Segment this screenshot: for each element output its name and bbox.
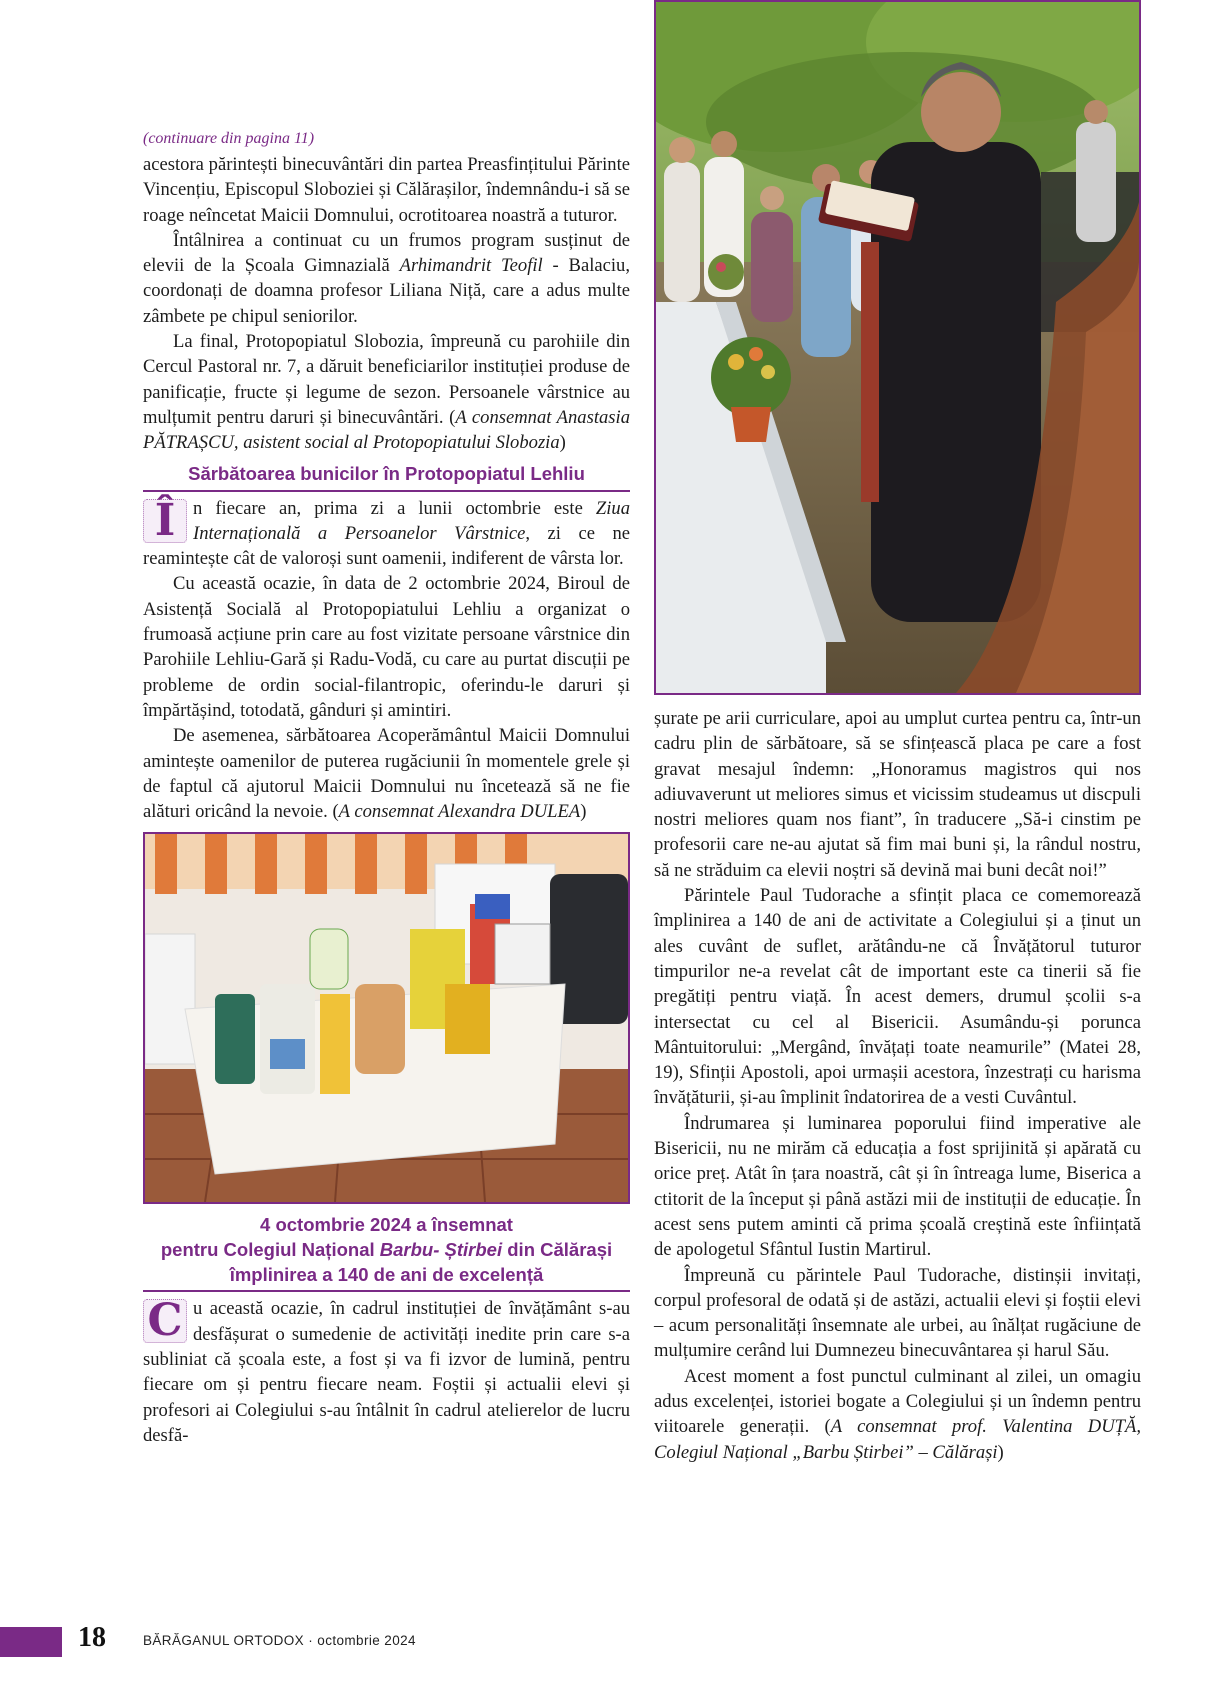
heading-line: 4 octombrie 2024 a însemnat [260,1214,513,1236]
footer-accent-bar [0,1627,62,1657]
paragraph-text: , zi ce ne reamintește cât de valoroși sunt oamenii, indiferent de vârsta lor. [143,522,630,570]
paragraph-text: De asemenea, sărbătoarea Acoperământul Maicii Domnului amintește oamenilor de puterea rugăciunii în momentele grele și de faptul că ajutorul Maicii Domnului nu încetează să ne fie alături oricând la nevoie. ( [143,725,630,823]
heading-line: pentru Colegiul Național [160,1239,380,1261]
author-credit: A consemnat prof. Valentina DUȚĂ, Colegiul Național „Barbu Știrbei” – Călărași [654,1416,1141,1463]
paragraph [143,1296,630,1448]
author-credit: A consemnat Alexandra DULEA [338,801,581,823]
paragraph: șurate pe arii curriculare, apoi au umplut curtea pentru ca, într-un cadru plin de sărbătoare, să se sfințească placa pe care a fost gravat mesajul îndemn: „Honoramus magistros qui nos adiuvaverunt ut meliores simus et vicissim studeamus ut discpuli nostri meliores quam nos fiant”, în traducere „Să-i cinstim pe profesorii care ne-au ajutat să fim mai buni și, la rândul nostru, să ne străduim ca elevii noștri să devină mai buni decât noi!” [654,708,1141,881]
photo-donations-table-image [145,834,628,1202]
drop-cap: C [143,1299,187,1343]
paragraph: Îndrumarea și luminarea poporului fiind imperative ale Bisericii, nu ne mirăm că educația a fost sprijinită și apărată cu orice preț. Atât în țara noastră, cât și în întreaga lume, Biserica a ctitorit de la început și până astăzi mii de instituții de educație. În acest sens putem aminti că prima școală creștină este înființată de apologetul Sfântul Iustin Martirul. [654,1112,1141,1261]
photo-donations-table [143,832,630,1204]
paragraph-text: u această ocazie, în cadrul instituției de învățământ s-au desfășurat o sumedenie de activități inedite prin care s-a subliniat că școala este, a fost și va fi izvor de lumină, pentru fiecare om și pentru fiecare neam. Foștii și actualii elevi și profesori ai Colegiului s-au întâlnit în cadrul atelierelor de lucru desfă- [143,1298,630,1446]
paragraph [143,228,630,329]
paragraph [143,496,630,572]
school-name: Arhimandrit Teofil [399,255,543,277]
continuation-note: (continuare din pagina 11) [143,130,315,147]
event-name: Ziua Internațională a Persoanelor Vârstnice [193,497,630,544]
heading-line: din Călărași [502,1239,613,1261]
heading-line: Barbu- Știrbei [379,1239,503,1261]
paragraph: acestora părintești binecuvântări din partea Preasfințitului Părinte Vincențiu, Episcopul Sloboziei și Călărașilor, îndemnându-i să se roage neîncetat Maicii Domnului, ocrotitoarea noastră a tuturor. [143,154,630,226]
paragraph: Împreună cu părintele Paul Tudorache, distinșii invitați, corpul profesoral de odată și de astăzi, actualii elevi și foștii elevi – acum personalități însemnate ale urbei, au înălțat rugăciune de mulțumire cerând lui Dumnezeu binecuvântarea și harul Său. [654,1264,1141,1362]
paragraph [143,329,630,455]
paragraph-text: n fiecare an, prima zi a lunii octombrie este [193,497,596,519]
paragraph: Părintele Paul Tudorache a sfințit placa ce comemorează împlinirea a 140 de ani de activitate a Colegiului și a ținut un ales cuvânt de suflet, arătându-ne că Învățătorul tuturor timpurilor ne-a revelat cât de important este ca tinerii să fie pregătiți pentru viață. În acest demers, drumul școlii s-a intersectat cu cel al Bisericii. Asumându-și porunca Mântuitorului: „Mergând, învățați toate neamurile” (Matei 28, 19), Sfinții Apostoli, apoi urmașii acestora, înzestrați cu harisma învățăturii, și-au împlinit îndatorirea de a vesti Cuvântul. [654,885,1141,1109]
paragraph-text: Acest moment a fost punctul culminant al zilei, un omagiu adus excelenței, istoriei bogate a Colegiului și un îndemn pentru viitoarele generații. ( [654,1365,1141,1438]
publication-footer: BĂRĂGANUL ORTODOX · octombrie 2024 [143,1633,416,1648]
page-number: 18 [78,1622,106,1653]
paragraph-text: ) [559,432,566,454]
heading-line: împlinirea a 140 de ani de excelență [229,1264,544,1286]
left-column [143,128,630,1448]
paragraph [654,1364,1141,1465]
paragraph-text: ) [997,1441,1004,1463]
author-credit: A consemnat Anastasia PĂTRAȘCU, asistent social al Protopopiatului Slobozia [143,406,630,454]
drop-cap: Î [143,499,187,543]
paragraph [143,723,630,824]
photo-priest-blessing [654,0,1141,695]
photo-priest-blessing-image [656,2,1139,693]
paragraph-text: Întâlnirea a continuat cu un frumos program susținut de elevii de la Școala Gimnazială [143,229,630,277]
paragraph-text: ) [580,801,587,823]
paragraph-text: - Balaciu, coordonați de doamna profesor Liliana Niță, care a adus multe zâmbete pe chipul seniorilor. [143,255,630,327]
paragraph: Cu această ocazie, în data de 2 octombrie 2024, Biroul de Asistență Socială al Protopopiatului Lehliu a organizat o frumoasă acțiune prin care au fost vizitate persoane vârstnice din Parohiile Lehliu-Gară și Radu-Vodă, cu care au purtat discuții pe probleme de ordin social-filantropic, oferindu-le daruri și împărtășind, totodată, gânduri și amintiri. [143,573,630,721]
section-heading-colegiu [143,1212,630,1292]
right-column [654,706,1141,1465]
section-heading: Sărbătoarea bunicilor în Protopopiatul Lehliu [143,462,630,492]
paragraph-text: La final, Protopopiatul Slobozia, împreună cu parohiile din Cercul Pastoral nr. 7, a dăruit beneficiarilor instituției produse de panificație, fructe și legume de sezon. Persoanele vârstnice au mulțumit pentru daruri și binecuvântări. ( [143,331,630,428]
